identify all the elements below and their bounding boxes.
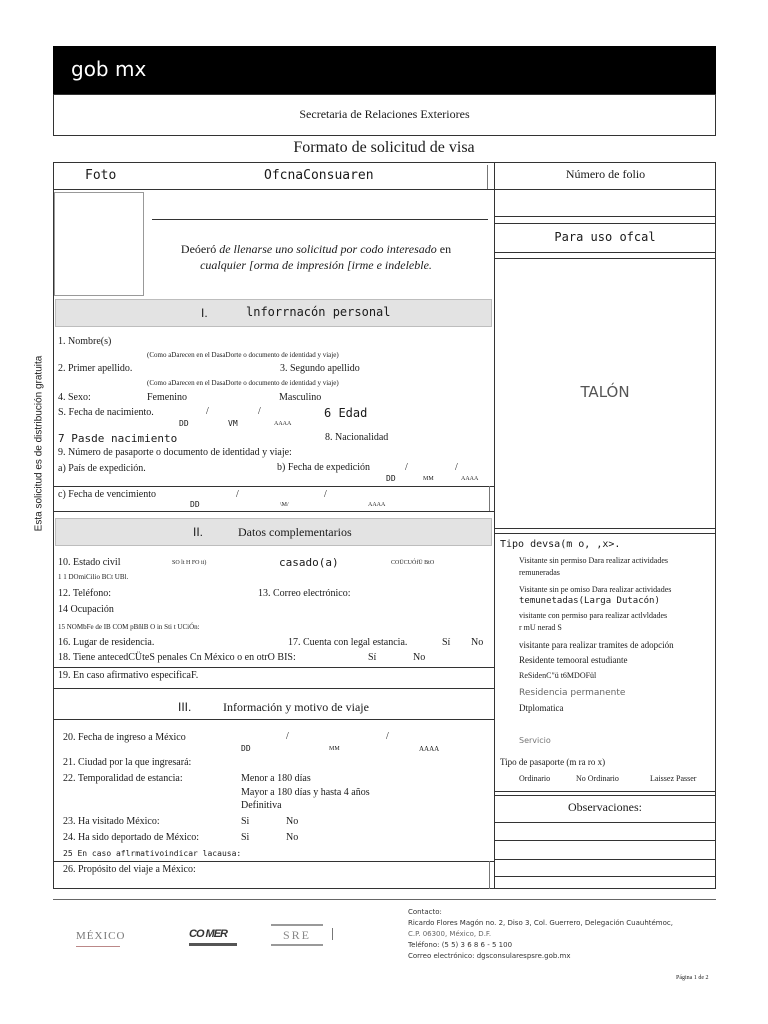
field-nacionalidad[interactable]: 8. Nacionalidad bbox=[325, 432, 389, 443]
field-causa[interactable]: 25 En caso aflrmativoindicar lacausa: bbox=[63, 849, 242, 858]
visa-option-larga-duracion[interactable]: Visitante sin pe omiso Dara realizar actividades bbox=[519, 585, 672, 594]
date-slash: / bbox=[206, 406, 209, 417]
date-mm-label: \M/ bbox=[280, 502, 289, 508]
field-correo[interactable]: 13. Correo electrónico: bbox=[258, 588, 351, 599]
field-fecha-vencimiento[interactable]: c) Fecha de vencimiento bbox=[58, 489, 157, 500]
date-mm-label: MM bbox=[329, 746, 340, 752]
date-slash: / bbox=[236, 489, 239, 500]
passport-laissez-passer-option[interactable]: Laissez Passer bbox=[650, 774, 697, 783]
date-aaaa-label: AAAA bbox=[419, 745, 440, 753]
date-mm-label: VM bbox=[228, 419, 238, 428]
date-slash: / bbox=[258, 406, 261, 417]
field-segundo-apellido[interactable]: 3. Segundo apellido bbox=[280, 363, 360, 374]
instructions: Deóeró de llenarse uno solicitud por codo interesado en cualquier [orma de impresión [irme e indeleble. bbox=[180, 242, 452, 272]
section-3-number: III. bbox=[178, 700, 192, 714]
contact-title: Contacto: bbox=[408, 908, 442, 916]
field-fecha-ingreso[interactable]: 20. Fecha de ingreso a México bbox=[63, 732, 186, 743]
uso-oficial-label: Para uso ofcal bbox=[554, 230, 656, 244]
field-legal-estancia: 17. Cuenta con legal estancia. bbox=[288, 637, 408, 648]
temporalidad-mayor-option[interactable]: Mayor a 180 días y hasta 4 años bbox=[241, 787, 370, 798]
legal-estancia-si-option[interactable]: Sí bbox=[442, 637, 451, 648]
contact-address-line1: Ricardo Flores Magón no. 2, Diso 3, Col. Guerrero, Delegación Cuauhtémoc, bbox=[408, 919, 673, 927]
field-antecedentes-penales: 18. Tiene antecedCÜteS penales Cn México o en otrO BIS: bbox=[58, 652, 296, 663]
sexo-femenino-option[interactable]: Femenino bbox=[147, 392, 187, 403]
folio-label: Número de folio bbox=[565, 167, 646, 181]
legal-estancia-no-option[interactable]: No bbox=[471, 637, 484, 648]
field-deportado: 24. Ha sido deportado de México: bbox=[63, 832, 200, 843]
ministry-banner bbox=[53, 94, 716, 136]
date-slash: / bbox=[405, 462, 408, 473]
visa-option-con-permiso[interactable]: visitante con permiso para realizar actlvldades bbox=[519, 611, 668, 620]
field-fecha-nacimiento[interactable]: S. Fecha de nacimiento. bbox=[58, 407, 154, 418]
talon-label: TALÓN bbox=[580, 383, 630, 401]
field-sexo: 4. Sexo: bbox=[58, 392, 91, 403]
date-dd-label: DD bbox=[190, 500, 200, 509]
temporalidad-definitiva-option[interactable]: Definitiva bbox=[241, 800, 282, 811]
date-dd-label: DD bbox=[386, 474, 396, 483]
mexico-logo: MÉXICO bbox=[76, 926, 125, 947]
note-apellidos: (Como aDarecen en el DasaDorte o documento de identidad y viaje) bbox=[147, 379, 339, 387]
sexo-masculino-option[interactable]: Masculino bbox=[279, 392, 322, 403]
date-mm-label: MM bbox=[423, 476, 434, 482]
field-ha-visitado: 23. Ha visitado México: bbox=[63, 816, 160, 827]
section-3-title: Información y motivo de viaje bbox=[223, 700, 369, 714]
antecedentes-no-option[interactable]: No bbox=[413, 652, 426, 663]
ministry-name: Secretaria de Relaciones Exteriores bbox=[299, 107, 470, 121]
field-especificar[interactable]: 19. En caso afirmativo especificaF. bbox=[58, 670, 199, 681]
temporalidad-menor-option[interactable]: Menor a 180 días bbox=[241, 773, 311, 784]
field-nombre[interactable]: 1. Nombre(s) bbox=[58, 336, 112, 347]
visa-option-residencia-permanente[interactable]: Residencia permanente bbox=[519, 688, 626, 698]
passport-ordinario-option[interactable]: Ordinario bbox=[519, 774, 551, 783]
field-institucion[interactable]: 15 NOMbFe de IB COM pBñlB O in Sti t UCiÓn: bbox=[58, 623, 200, 631]
page-number: Página 1 de 2 bbox=[676, 975, 709, 981]
visa-option-visitante-sin-permiso-line2: remuneradas bbox=[519, 568, 560, 577]
date-aaaa-label: AAAA bbox=[368, 502, 386, 508]
header-bar bbox=[53, 46, 716, 94]
date-slash: / bbox=[455, 462, 458, 473]
field-pasaporte-numero[interactable]: 9. Número de pasaporte o documento de identidad y viaje: bbox=[58, 447, 292, 458]
field-pais-nacimiento[interactable]: 7 Pasde nacimiento bbox=[58, 432, 178, 445]
field-ciudad-ingreso[interactable]: 21. Ciudad por la que ingresará: bbox=[63, 757, 192, 768]
section-1-title: lnforrnacón personal bbox=[246, 305, 391, 319]
visa-option-adopcion[interactable]: visitante para realizar tramites de adopción bbox=[519, 640, 674, 650]
field-pais-expedicion[interactable]: a) País de expedición. bbox=[58, 463, 146, 474]
field-temporalidad: 22. Temporalidad de estancia: bbox=[63, 773, 183, 784]
observaciones-label: Observaciones: bbox=[568, 800, 642, 814]
deportado-si-option[interactable]: Si bbox=[241, 832, 250, 843]
field-lugar-residencia[interactable]: 16. Lugar de residencia. bbox=[58, 637, 155, 648]
section-2-title: Datos complementarios bbox=[238, 525, 352, 539]
form-title: Formato de solicitud de visa bbox=[293, 139, 475, 156]
side-distribution-text: Esta solicitud es de distribución gratuita bbox=[33, 355, 45, 532]
contact-block bbox=[408, 907, 673, 962]
visa-option-servicio[interactable]: Servicio bbox=[519, 736, 551, 745]
date-aaaa-label: AAAA bbox=[274, 421, 292, 427]
ha-visitado-si-option[interactable]: Si bbox=[241, 816, 250, 827]
field-ocupacion[interactable]: 14 Ocupación bbox=[58, 604, 114, 615]
visa-option-diplomatica[interactable]: Dtplomatica bbox=[519, 703, 564, 713]
deportado-no-option[interactable]: No bbox=[286, 832, 299, 843]
gob-mx-logo: gob mx bbox=[71, 57, 147, 81]
date-dd-label: DD bbox=[241, 744, 251, 753]
visa-option-residente-temporal[interactable]: ReSidenC"ü t6MDOFül bbox=[519, 671, 597, 680]
field-primer-apellido[interactable]: 2. Primer apellido. bbox=[58, 363, 133, 374]
date-dd-label: DD bbox=[179, 419, 189, 428]
estado-civil-concubino-option[interactable]: COÜCUÓfÜ BtO bbox=[391, 560, 435, 566]
note-nombre: (Como aDarecen en el DasaDorte o documento de identidad y viaje) bbox=[147, 351, 339, 359]
date-aaaa-label: AAAA bbox=[461, 476, 479, 482]
visa-option-larga-duracion-line2: temunetadas(Larga Dutacón) bbox=[519, 596, 660, 606]
contact-address-line2: C.P. 06300, México, D.F. bbox=[408, 930, 492, 938]
section-2-number: II. bbox=[193, 525, 204, 539]
visa-option-visitante-sin-permiso[interactable]: Visitante sin permiso Dara realizar actividades bbox=[519, 556, 669, 565]
date-slash: / bbox=[386, 731, 389, 742]
footer-rule bbox=[53, 899, 716, 900]
contact-email[interactable]: Correo electrónico: dgsconsularespsre.gob.mx bbox=[408, 952, 571, 960]
sre-logo: SRE bbox=[271, 924, 323, 946]
date-slash: / bbox=[286, 731, 289, 742]
oficina-consular-label: OfcnaConsuaren bbox=[264, 168, 374, 183]
visa-type-title: Tipo devsa(m o, ,x>. bbox=[500, 539, 621, 550]
photo-box[interactable] bbox=[54, 192, 144, 296]
field-edad[interactable]: 6 Edad bbox=[324, 406, 368, 420]
field-domicilio[interactable]: 1 1 DOmiCilio BCt UBl. bbox=[58, 573, 129, 581]
foto-label: Foto bbox=[85, 168, 117, 183]
passport-type-title: Tipo de pasaporte (m ra ro x) bbox=[500, 757, 606, 767]
passport-no-ordinario-option[interactable]: No Ordinario bbox=[576, 774, 619, 783]
date-slash: / bbox=[324, 489, 327, 500]
field-proposito[interactable]: 26. Propósito del viaje a México: bbox=[63, 864, 196, 875]
cofemer-logo: CO MER bbox=[189, 924, 237, 946]
ha-visitado-no-option[interactable]: No bbox=[286, 816, 299, 827]
field-estado-civil: 10. Estado civil bbox=[58, 557, 121, 568]
section-1-number: I. bbox=[201, 306, 208, 320]
visa-option-con-permiso-line2: r mU nerad S bbox=[519, 623, 562, 632]
antecedentes-si-option[interactable]: Sí bbox=[368, 652, 377, 663]
visa-option-residente-temporal-estudiante[interactable]: Residente temooral estudiante bbox=[519, 655, 628, 665]
estado-civil-casado-option[interactable]: casado(a) bbox=[279, 556, 339, 569]
estado-civil-soltero-option[interactable]: SO lt H FO ii) bbox=[172, 560, 207, 566]
field-telefono[interactable]: 12. Teléfono: bbox=[58, 588, 111, 599]
field-fecha-expedicion[interactable]: b) Fecha de expedición bbox=[277, 462, 371, 473]
contact-phone: Teléfono: (5 5) 3 6 8 6 - 5 100 bbox=[408, 941, 513, 949]
